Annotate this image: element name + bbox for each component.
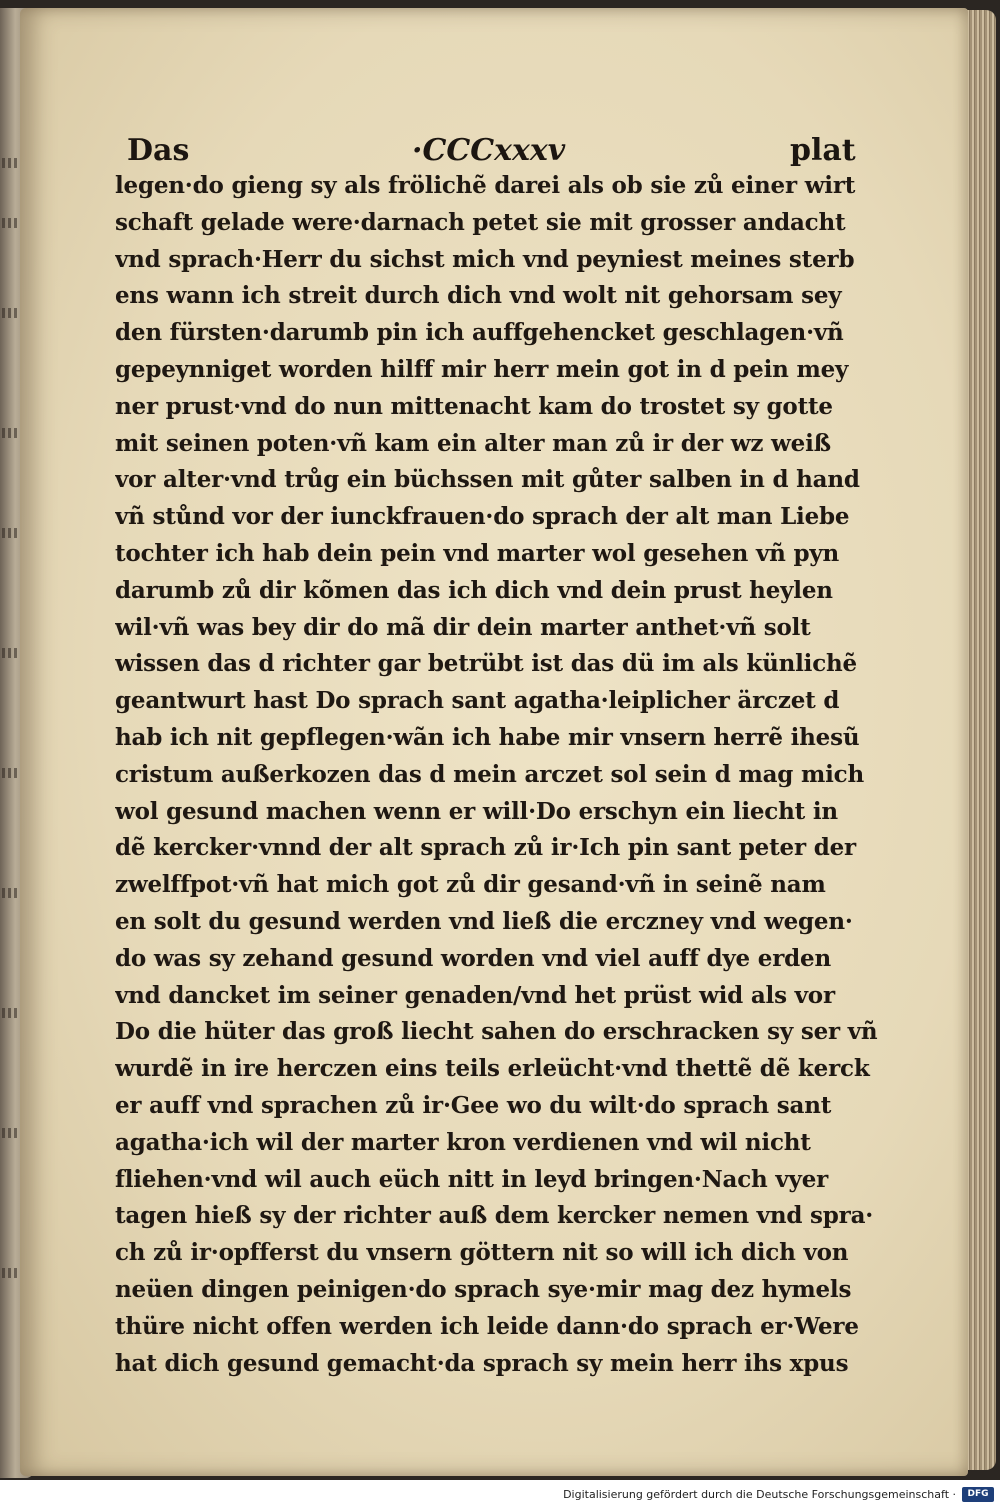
text-line: thüre nicht offen werden ich leide dann·do sprach er·Were xyxy=(115,1312,859,1340)
text-line: geantwurt hast Do sprach sant agatha·leiplicher ärczet d xyxy=(115,687,840,715)
text-line: zwelffpot·vñ hat mich got zů dir gesand·vñ in seinẽ nam xyxy=(115,871,826,899)
text-line: vnd sprach·Herr du sichst mich vnd peyniest meines sterb xyxy=(115,245,855,273)
text-line: er auff vnd sprachen zů ir·Gee wo du wilt·do sprach sant xyxy=(115,1091,832,1119)
text-line: do was sy zehand gesund worden vnd viel auff dye erden xyxy=(115,944,831,972)
text-line: wurdẽ in ire herczen eins teils erleücht·vnd thettẽ dẽ kerck xyxy=(115,1055,870,1083)
text-block xyxy=(115,168,885,1382)
text-line: vnd dancket im seiner genaden/vnd het prüst wid als vor xyxy=(115,981,835,1009)
text-line: mit seinen poten·vñ kam ein alter man zů ir der wz weiß xyxy=(115,429,831,457)
digitization-footer xyxy=(0,1480,1000,1511)
running-head-right: plat xyxy=(790,133,856,168)
text-line: legen·do gieng sy als frölichẽ darei als ob sie zů einer wirt xyxy=(115,172,856,199)
funding-credit: Digitalisierung gefördert durch die Deutsche Forschungsgemeinschaft · xyxy=(563,1488,956,1501)
text-line: Do die hüter das groß liecht sahen do erschracken sy ser vñ xyxy=(115,1018,878,1046)
running-head-left: Das xyxy=(127,133,190,168)
text-line: tochter ich hab dein pein vnd marter wol gesehen vñ pyn xyxy=(115,539,840,567)
text-line: neüen dingen peinigen·do sprach sye·mir mag dez hymels xyxy=(115,1275,852,1303)
text-line: hab ich nit gepflegen·wãn ich habe mir vnsern herrẽ ihesũ xyxy=(115,723,860,751)
text-line: tagen hieß sy der richter auß dem kercker nemen vnd spra· xyxy=(115,1202,874,1230)
text-line: en solt du gesund werden vnd ließ die erczney vnd wegen· xyxy=(115,907,853,935)
text-line: ens wann ich streit durch dich vnd wolt nit gehorsam sey xyxy=(115,282,842,310)
text-line: ner prust·vnd do nun mittenacht kam do trostet sy gotte xyxy=(115,392,833,420)
dfg-logo: DFG xyxy=(962,1487,994,1502)
text-line: den fürsten·darumb pin ich auffgehencket geschlagen·vñ xyxy=(115,319,844,347)
text-line: wol gesund machen wenn er will·Do erschyn ein liecht in xyxy=(115,797,838,825)
text-line: vñ stůnd vor der iunckfrauen·do sprach der alt man Liebe xyxy=(115,503,850,531)
folio-number: ·CCCxxxv xyxy=(412,133,566,168)
text-line: cristum außerkozen das d mein arczet sol sein d mag mich xyxy=(115,760,864,788)
text-line: wissen das d richter gar betrübt ist das dü im als künlichẽ xyxy=(115,650,857,678)
text-line: schaft gelade were·darnach petet sie mit grosser andacht xyxy=(115,208,846,236)
text-line: vor alter·vnd trůg ein büchssen mit gůter salben in d hand xyxy=(115,466,860,494)
text-line: wil·vñ was bey dir do mã dir dein marter anthet·vñ solt xyxy=(115,613,811,641)
text-line: gepeynniget worden hilff mir herr mein got in d pein mey xyxy=(115,355,849,383)
text-line: fliehen·vnd wil auch eüch nitt in leyd bringen·Nach vyer xyxy=(115,1165,829,1193)
text-line: agatha·ich wil der marter kron verdienen vnd wil nicht xyxy=(115,1128,811,1156)
book-page xyxy=(20,8,968,1476)
text-line: dẽ kercker·vnnd der alt sprach zů ir·Ich pin sant peter der xyxy=(115,834,856,862)
text-line: hat dich gesund gemacht·da sprach sy mein herr ihs xpus xyxy=(115,1349,849,1377)
text-line: ch zů ir·opfferst du vnsern göttern nit so will ich dich von xyxy=(115,1239,849,1267)
text-line: darumb zů dir kõmen das ich dich vnd dein prust heylen xyxy=(115,576,833,604)
